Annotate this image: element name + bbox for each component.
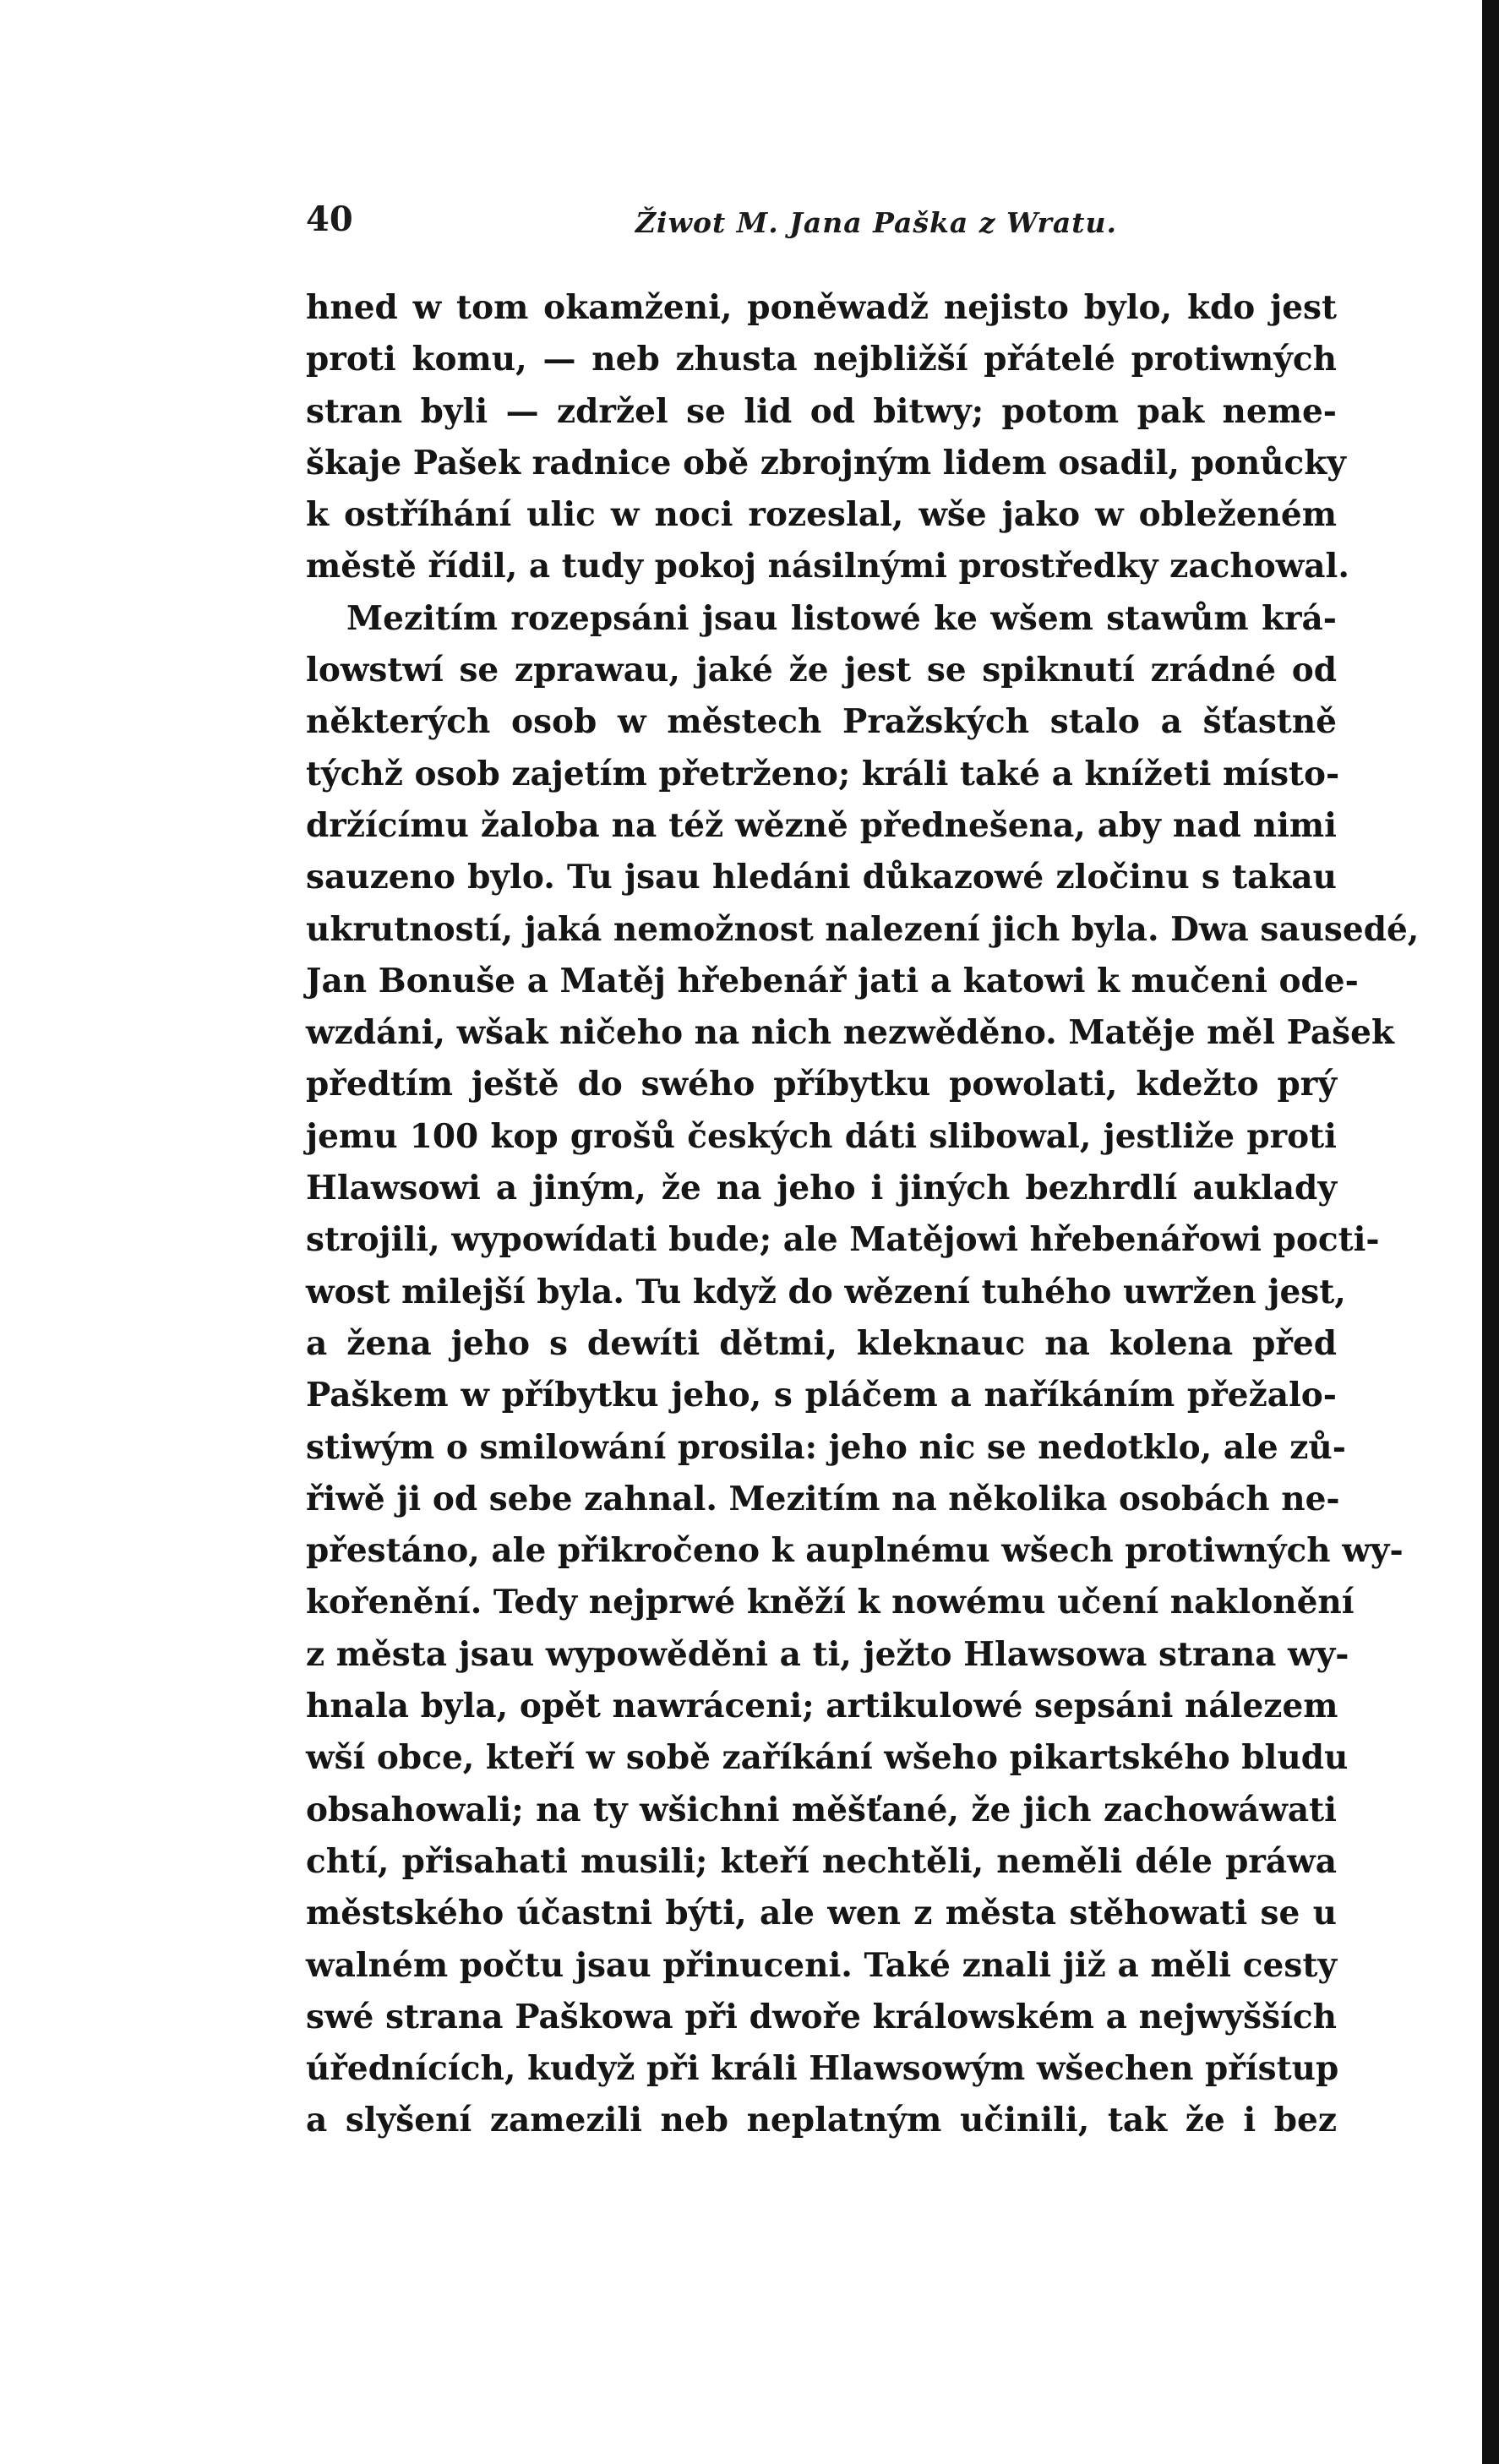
text-line: stiwým o smilowání prosila: jeho nic se nedotklo, ale zů- [306, 1427, 1346, 1467]
text-line: obsahowali; na ty wšichni měšťané, že jich zachowáwati [306, 1790, 1337, 1829]
text-line: lowstwí se zprawau, jaké že jest se spiknutí zrádné od [306, 651, 1337, 690]
text-line: proti komu, — neb zhusta nejbližší přátelé protiwných [306, 340, 1337, 379]
text-line: jemu 100 kop grošů českých dáti slibowal, jestliže proti [306, 1116, 1337, 1156]
text-line: a žena jeho s dewíti dětmi, kleknauc na kolena před [306, 1323, 1337, 1363]
text-line: Mezitím rozepsáni jsau listowé ke wšem stawům krá- [346, 598, 1337, 638]
text-line: úřednících, kudyž při králi Hlawsowým wšechen přístup [306, 2049, 1339, 2089]
page-header [306, 199, 1337, 250]
text-line: wost milejší byla. Tu když do wězení tuhého uwržen jest, [306, 1272, 1346, 1311]
text-line: walném počtu jsau přinuceni. Také znali již a měli cesty [306, 1945, 1337, 1985]
text-line: chtí, přisahati musili; kteří nechtěli, neměli déle práwa [306, 1841, 1337, 1881]
text-line: swé strana Paškowa při dwoře králowském a nejwyšších [306, 1997, 1337, 2036]
text-line: týchž osob zajetím přetrženo; králi také a knížeti místo- [306, 754, 1340, 793]
text-line: předtím ještě do swého příbytku powolati, kdežto prý [306, 1065, 1337, 1104]
text-line: hned w tom okamženi, poněwadž nejisto bylo, kdo jest [306, 288, 1337, 327]
text-line: přestáno, ale přikročeno k auplnému wšech protiwných wy- [306, 1531, 1404, 1571]
text-line: a slyšení zamezili neb neplatným učinili, tak že i bez [306, 2101, 1337, 2140]
text-line: z města jsau wypowěděni a ti, ježto Hlawsowa strana wy- [306, 1634, 1349, 1674]
running-head: Žiwot M. Jana Paška z Wratu. [635, 206, 1118, 239]
text-line: wší obce, kteří w sobě zaříkání wšeho pikartského bludu [306, 1738, 1349, 1778]
text-line: městě řídil, a tudy pokoj násilnými prostředky zachowal. [306, 547, 1349, 586]
text-line: hnala byla, opět nawráceni; artikulowé sepsáni nálezem [306, 1687, 1338, 1726]
text-line: stran byli — zdržel se lid od bitwy; potom pak neme- [306, 391, 1337, 431]
text-line: Paškem w příbytku jeho, s pláčem a naříkáním přežalo- [306, 1376, 1337, 1415]
text-line: Hlawsowi a jiným, že na jeho i jiných bezhrdlí auklady [306, 1169, 1337, 1208]
text-line: městského účastni býti, ale wen z města stěhowati se u [306, 1894, 1337, 1933]
text-line: ukrutností, jaká nemožnost nalezení jich byla. Dwa sausedé, [306, 909, 1420, 949]
scan-edge [1482, 0, 1499, 2464]
text-line: držícímu žaloba na též wězně přednešena, aby nad nimi [306, 805, 1337, 845]
text-line: sauzeno bylo. Tu jsau hledáni důkazowé zločinu s takau [306, 858, 1337, 897]
page-number: 40 [306, 199, 353, 239]
text-line: řiwě ji od sebe zahnal. Mezitím na několika osobách ne- [306, 1479, 1340, 1518]
text-line: wzdáni, wšak ničeho na nich nezwěděno. Matěje měl Pašek [306, 1013, 1394, 1053]
body-text [306, 282, 1420, 2147]
text-line: strojili, wypowídati bude; ale Matějowi hřebenářowi pocti- [306, 1220, 1380, 1260]
text-line: škaje Pašek radnice obě zbrojným lidem osadil, ponůcky [306, 443, 1346, 482]
book-page [306, 0, 1420, 2464]
text-line: Jan Bonuše a Matěj hřebenář jati a katowi k mučeni ode- [306, 961, 1359, 1000]
text-line: k ostříhání ulic w noci rozeslal, wše jako w obleženém [306, 495, 1337, 535]
text-line: některých osob w městech Pražských stalo a šťastně [306, 702, 1337, 742]
text-line: kořenění. Tedy nejprwé kněží k nowému učení naklonění [306, 1583, 1355, 1622]
